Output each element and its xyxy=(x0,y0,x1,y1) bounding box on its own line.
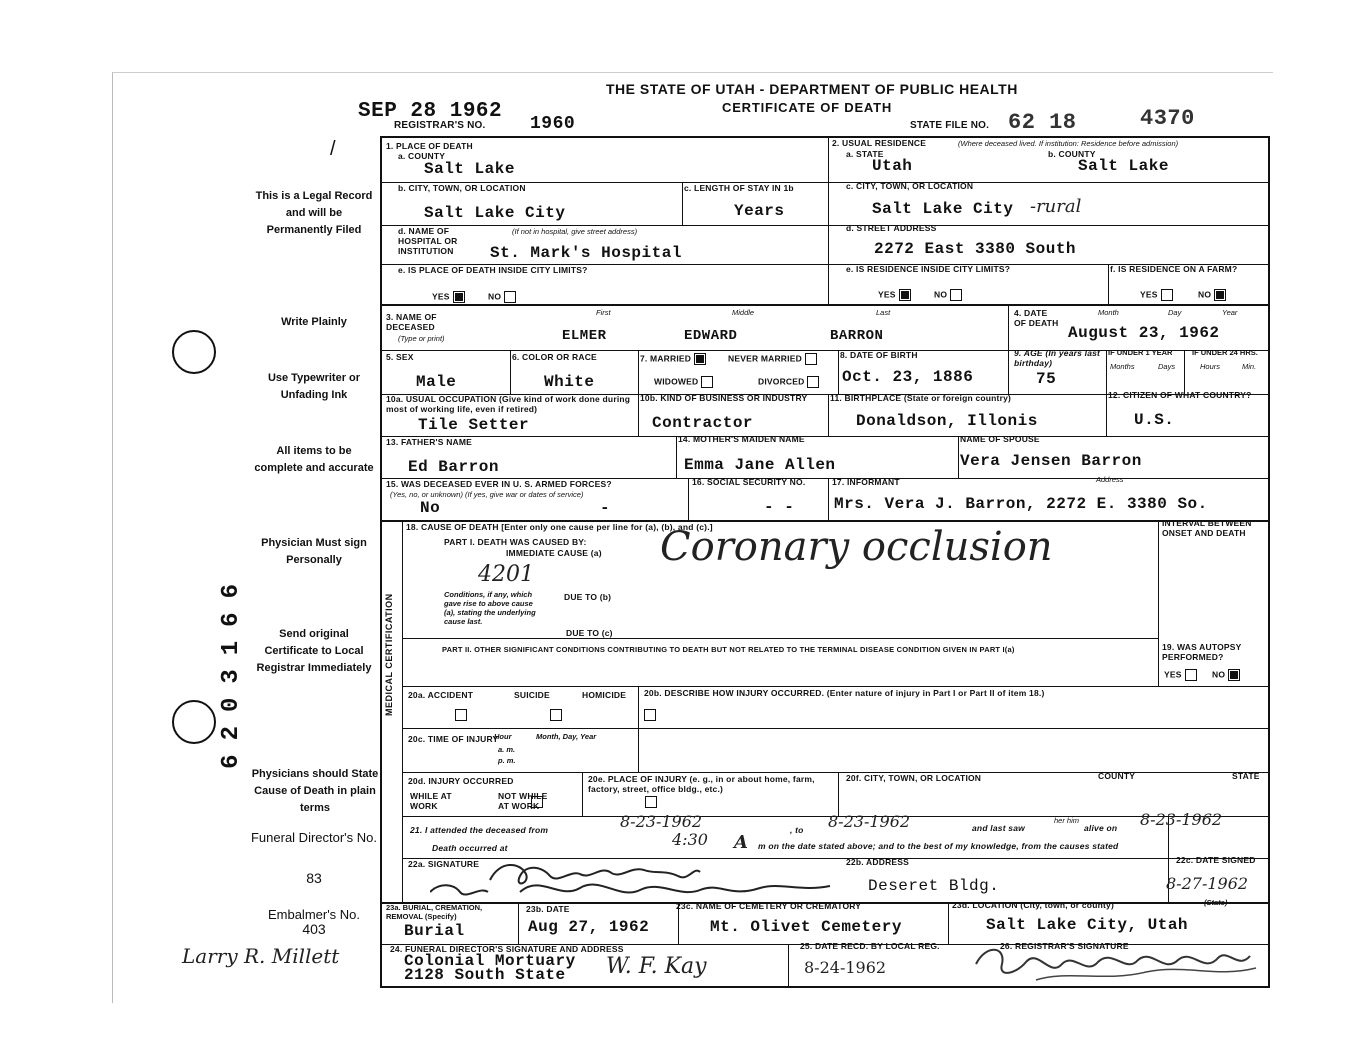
yes-label: YES xyxy=(1164,669,1182,680)
day-label: Day xyxy=(1168,308,1182,317)
farm-no[interactable] xyxy=(1198,289,1226,301)
father-value: Ed Barron xyxy=(408,458,499,476)
attended-to-date: 8-23-1962 xyxy=(828,812,911,831)
sig-address-value: Deseret Bldg. xyxy=(868,877,1000,895)
yes-label: YES xyxy=(878,289,896,300)
autopsy-no[interactable] xyxy=(1212,669,1240,681)
occupation-value: Tile Setter xyxy=(418,416,530,434)
funeral-director-no: 83 xyxy=(306,870,322,886)
alive-on-date: 8-23-1962 xyxy=(1140,810,1223,829)
attended-from-date: 8-23-1962 xyxy=(620,812,703,831)
sex-label: 5. SEX xyxy=(386,352,414,362)
certificate-title: CERTIFICATE OF DEATH xyxy=(722,100,893,115)
due-c-label: DUE TO (c) xyxy=(566,628,613,638)
injury-state-label: STATE xyxy=(1232,771,1260,781)
physician-signature xyxy=(430,852,850,906)
checkbox-no[interactable] xyxy=(950,289,962,301)
immediate-cause-label: IMMEDIATE CAUSE (a) xyxy=(506,548,602,558)
spouse-value: Vera Jensen Barron xyxy=(960,452,1142,470)
days-label: Days xyxy=(1158,362,1176,371)
sidebar-cause: Physicians should State Cause of Death in plain terms xyxy=(251,768,379,814)
last-label: Last xyxy=(876,308,891,317)
widowed-label: WIDOWED xyxy=(654,376,699,387)
farm-label: f. IS RESIDENCE ON A FARM? xyxy=(1110,264,1238,274)
under-1-year-label: IF UNDER 1 YEAR xyxy=(1108,348,1173,357)
death-time: 4:30 xyxy=(672,830,708,849)
armed-forces-dash: - xyxy=(600,499,611,517)
date-recd-value: 8-24-1962 xyxy=(804,958,887,977)
tick-mark: / xyxy=(330,138,336,160)
first-name-value: ELMER xyxy=(562,328,607,344)
month-label: Month xyxy=(1098,308,1119,317)
punch-hole-top xyxy=(172,330,216,374)
hospital-value: St. Mark's Hospital xyxy=(490,244,682,262)
name-deceased-label: 3. NAME OF DECEASED xyxy=(386,312,437,332)
autopsy-label: 19. WAS AUTOPSY PERFORMED? xyxy=(1162,642,1242,662)
location-value: Salt Lake City, Utah xyxy=(986,916,1189,934)
res-city-label: c. CITY, TOWN, OR LOCATION xyxy=(846,181,974,191)
divorced-option[interactable] xyxy=(758,376,819,388)
checkbox-no[interactable] xyxy=(504,291,516,303)
funeral-sig-label: 24. FUNERAL DIRECTOR'S SIGNATURE AND ADDRESS xyxy=(390,944,624,954)
am-mark: A xyxy=(734,832,748,853)
age-label: 9. AGE (In years last birthday) xyxy=(1014,348,1101,368)
burial-date-label: 23b. DATE xyxy=(526,904,570,914)
state-file-no-2: 4370 xyxy=(1140,106,1195,131)
widowed-option[interactable] xyxy=(654,376,713,388)
married-option[interactable] xyxy=(640,353,706,365)
hours-label: Hours xyxy=(1200,362,1221,371)
business-value: Contractor xyxy=(652,414,754,432)
time-injury-label: 20c. TIME OF INJURY xyxy=(408,734,499,744)
last-name-value: BARRON xyxy=(830,328,884,344)
ssn-value: - - xyxy=(764,498,795,516)
conditions-label: Conditions, if any, which gave rise to above cause (a), stating the underlying cause last. xyxy=(444,590,536,626)
city-value: Salt Lake City xyxy=(424,204,566,222)
registrar-no-label: REGISTRAR'S NO. xyxy=(394,120,486,131)
pm-label: p. m. xyxy=(498,756,516,765)
mother-value: Emma Jane Allen xyxy=(684,456,836,474)
embalmer-signature: Larry R. Millett xyxy=(182,944,340,968)
months-label: Months xyxy=(1110,362,1135,371)
never-married-label: NEVER MARRIED xyxy=(728,353,802,364)
middle-name-value: EDWARD xyxy=(684,328,738,344)
embalmer-label: Embalmer's No. xyxy=(267,907,361,922)
cemetery-label: 23c. NAME OF CEMETERY OR CREMATORY xyxy=(676,901,862,911)
not-work-label: NOT WHILE AT WORK xyxy=(498,791,548,811)
city-label: b. CITY, TOWN, OR LOCATION xyxy=(398,183,526,193)
informant-value: Mrs. Vera J. Barron, 2272 E. 3380 So. xyxy=(834,495,1208,513)
no-label: NO xyxy=(1212,669,1226,680)
cause-code: 4201 xyxy=(478,562,534,587)
death-occurred-label: Death occurred at xyxy=(432,843,508,853)
farm-yes[interactable] xyxy=(1140,289,1173,301)
on-date-statement: m on the date stated above; and to the best of my knowledge, from the causes stated xyxy=(758,841,1119,851)
business-label: 10b. KIND OF BUSINESS OR INDUSTRY xyxy=(640,393,808,403)
received-date-stamp: SEP 28 1962 xyxy=(358,100,503,123)
res-inside-no[interactable] xyxy=(934,289,962,301)
armed-forces-note: (Yes, no, or unknown) (If yes, give war or dates of service) xyxy=(390,490,584,499)
date-death-value: August 23, 1962 xyxy=(1068,324,1220,342)
res-state-value: Utah xyxy=(872,157,913,175)
place-of-death-label: 1. PLACE OF DEATH xyxy=(386,141,473,151)
checkbox-married-checked[interactable] xyxy=(694,353,706,365)
birthplace-value: Donaldson, Illonis xyxy=(856,412,1038,430)
checkbox-widowed[interactable] xyxy=(701,376,713,388)
mother-label: 14. MOTHER'S MAIDEN NAME xyxy=(678,434,805,444)
checkbox-homicide[interactable] xyxy=(644,709,656,721)
ssn-label: 16. SOCIAL SECURITY NO. xyxy=(692,477,806,487)
dob-value: Oct. 23, 1886 xyxy=(842,368,974,386)
checkbox-yes[interactable] xyxy=(1161,289,1173,301)
checkbox-suicide[interactable] xyxy=(550,709,562,721)
cemetery-value: Mt. Olivet Cemetery xyxy=(710,918,902,936)
armed-forces-label: 15. WAS DECEASED EVER IN U. S. ARMED FORCES? xyxy=(386,479,612,489)
res-state-label: a. STATE xyxy=(846,149,884,159)
street-value: 2272 East 3380 South xyxy=(874,240,1077,258)
hospital-label: d. NAME OF HOSPITAL OR INSTITUTION xyxy=(398,226,458,256)
res-city-value: Salt Lake City xyxy=(872,200,1014,218)
injury-occurred-label: 20d. INJURY OCCURRED xyxy=(408,776,514,786)
inside-city-no[interactable] xyxy=(488,291,516,303)
date-recd-label: 25. DATE RECD. BY LOCAL REG. xyxy=(800,941,940,951)
interval-label: INTERVAL BETWEEN ONSET AND DEATH xyxy=(1162,518,1252,538)
res-city-handwritten: -rural xyxy=(1030,196,1082,217)
sidebar-write-plainly: Write Plainly xyxy=(281,316,347,328)
under-24-hrs-label: IF UNDER 24 HRS. xyxy=(1192,348,1258,357)
dob-label: 8. DATE OF BIRTH xyxy=(840,350,918,360)
funeral-director-label: Funeral Director's No. xyxy=(250,830,378,845)
while-work-label: WHILE AT WORK xyxy=(410,791,452,811)
last-saw-label: and last saw xyxy=(972,823,1025,833)
describe-injury-label: 20b. DESCRIBE HOW INJURY OCCURRED. (Enter nature of injury in Part I or Part II of item 18.) xyxy=(644,688,1045,698)
state-file-label: STATE FILE NO. xyxy=(910,120,990,131)
location-state-label: (State) xyxy=(1204,898,1228,907)
funeral-home-name: Colonial Mortuary xyxy=(404,952,576,970)
due-b-label: DUE TO (b) xyxy=(564,592,612,602)
first-label: First xyxy=(596,308,611,317)
registrar-no: 1960 xyxy=(530,114,576,134)
no-label: NO xyxy=(488,291,502,302)
medical-certification-label: MEDICAL CERTIFICATION xyxy=(384,593,394,717)
attended-label xyxy=(410,825,548,835)
registrar-signature xyxy=(966,934,1266,986)
to-label: , to xyxy=(790,825,804,835)
hour-label: Hour xyxy=(494,732,512,741)
armed-forces-value: No xyxy=(420,499,441,517)
informant-label: 17. INFORMANT xyxy=(832,477,900,487)
checkbox-no-checked[interactable] xyxy=(1228,669,1240,681)
inside-city-label: e. IS PLACE OF DEATH INSIDE CITY LIMITS? xyxy=(398,265,588,275)
citizen-value: U.S. xyxy=(1134,411,1175,429)
length-stay-value: Years xyxy=(734,202,785,220)
length-stay-label: c. LENGTH OF STAY IN 1b xyxy=(684,183,794,193)
middle-label: Middle xyxy=(732,308,755,317)
race-label: 6. COLOR OR RACE xyxy=(512,352,597,362)
checkbox-divorced[interactable] xyxy=(807,376,819,388)
age-value: 75 xyxy=(1036,370,1057,388)
cause-death-label: 18. CAUSE OF DEATH [Enter only one cause per line for (a), (b), and (c).] xyxy=(406,522,713,532)
hospital-note: (If not in hospital, give street address) xyxy=(512,227,638,236)
injury-county-label: COUNTY xyxy=(1098,771,1136,781)
married-label: 7. MARRIED xyxy=(640,353,692,364)
sidebar-physician: Physician Must sign Personally xyxy=(261,537,367,566)
part2-label: PART II. OTHER SIGNIFICANT CONDITIONS CONTRIBUTING TO DEATH BUT NOT RELATED TO THE TERMINAL DISEASE CONDITION GIVEN IN PART I(a) xyxy=(442,645,1015,654)
res-county-label: b. COUNTY xyxy=(1048,149,1096,159)
sex-value: Male xyxy=(416,373,457,391)
punch-hole-bottom xyxy=(172,700,216,744)
checkbox-accident[interactable] xyxy=(455,709,467,721)
sidebar-complete: All items to be complete and accurate xyxy=(254,445,374,474)
checkbox-yes-checked[interactable] xyxy=(899,289,911,301)
part1-label: PART I. DEATH WAS CAUSED BY: xyxy=(444,537,587,547)
res-inside-label: e. IS RESIDENCE INSIDE CITY LIMITS? xyxy=(846,264,1011,274)
father-label: 13. FATHER'S NAME xyxy=(386,437,473,447)
checkbox-yes[interactable] xyxy=(1185,669,1197,681)
funeral-home-address: 2128 South State xyxy=(404,966,566,984)
date-death-label: 4. DATE OF DEATH xyxy=(1014,308,1059,328)
autopsy-yes[interactable] xyxy=(1164,669,1197,681)
homicide-label: HOMICIDE xyxy=(582,690,627,700)
accident-label: 20a. ACCIDENT xyxy=(408,690,474,700)
embalmer-no: 403 xyxy=(302,921,326,937)
spouse-label: NAME OF SPOUSE xyxy=(960,434,1040,444)
yes-label: YES xyxy=(432,291,450,302)
sig-address-label: 22b. ADDRESS xyxy=(846,857,910,867)
divorced-label: DIVORCED xyxy=(758,376,805,387)
county-value: Salt Lake xyxy=(424,160,515,178)
burial-date-value: Aug 27, 1962 xyxy=(528,918,650,936)
sidebar-typewriter: Use Typewriter or Unfading Ink xyxy=(267,372,361,401)
state-department-heading: THE STATE OF UTAH - DEPARTMENT OF PUBLIC HEALTH xyxy=(606,81,1018,97)
no-label: NO xyxy=(934,289,948,300)
res-inside-yes[interactable] xyxy=(878,289,911,301)
min-label: Min. xyxy=(1242,362,1257,371)
no-label: NO xyxy=(1198,289,1212,300)
funeral-director-signature: W. F. Kay xyxy=(606,954,707,979)
type-print-note: (Type or print) xyxy=(398,334,445,343)
state-file-no: 62 18 xyxy=(1008,110,1077,135)
citizen-label: 12. CITIZEN OF WHAT COUNTRY? xyxy=(1108,390,1252,400)
date-signed-value: 8-27-1962 xyxy=(1166,874,1249,893)
address-label: Address xyxy=(1096,475,1124,484)
injury-city-label: 20f. CITY, TOWN, OR LOCATION xyxy=(846,773,982,783)
usual-residence-label: 2. USUAL RESIDENCE xyxy=(832,138,927,148)
county-label: a. COUNTY xyxy=(398,151,446,161)
vertical-certificate-number: 6203166 xyxy=(218,570,245,769)
sidebar-legal-record: This is a Legal Record and will be Permanently Filed xyxy=(255,190,373,236)
place-injury-label: 20e. PLACE OF INJURY (e. g., in or about home, farm, factory, street, office bldg., etc.) xyxy=(588,774,815,794)
race-value: White xyxy=(544,373,595,391)
burial-value: Burial xyxy=(404,922,465,940)
never-married-option[interactable] xyxy=(728,353,817,365)
attended-text: 21. I attended the deceased from xyxy=(410,825,549,835)
occupation-label: 10a. USUAL OCCUPATION (Give kind of work done during most of working life, even if retired) xyxy=(386,394,631,414)
yes-label: YES xyxy=(1140,289,1158,300)
suicide-label: SUICIDE xyxy=(514,690,550,700)
signature-label: 22a. SIGNATURE xyxy=(408,859,480,869)
burial-label: 23a. BURIAL, CREMATION, REMOVAL (Specify) xyxy=(386,903,483,921)
year-label: Year xyxy=(1222,308,1238,317)
cause-handwritten: Coronary occlusion xyxy=(660,524,1053,570)
mdy-label: Month, Day, Year xyxy=(536,732,597,741)
usual-residence-note: (Where deceased lived. If institution: Residence before admission) xyxy=(958,139,1179,148)
am-label: a. m. xyxy=(498,745,516,754)
birthplace-label: 11. BIRTHPLACE (State or foreign country) xyxy=(830,393,1012,403)
street-label: d. STREET ADDRESS xyxy=(846,223,937,233)
checkbox-no-checked[interactable] xyxy=(1214,289,1226,301)
inside-city-yes[interactable] xyxy=(432,291,465,303)
checkbox-yes-checked[interactable] xyxy=(453,291,465,303)
sidebar-send-original: Send original Certificate to Local Registrar Immediately xyxy=(256,628,372,674)
res-county-value: Salt Lake xyxy=(1078,157,1169,175)
registrar-sig-label: 26. REGISTRAR'S SIGNATURE xyxy=(1000,941,1129,951)
checkbox-not-while-at-work[interactable] xyxy=(645,796,657,808)
date-signed-label: 22c. DATE SIGNED xyxy=(1176,855,1256,865)
location-label: 23d. LOCATION (City, town, or county) xyxy=(952,900,1114,910)
her-him-label: her him xyxy=(1054,816,1080,825)
checkbox-never-married[interactable] xyxy=(805,353,817,365)
alive-on-label: alive on xyxy=(1084,823,1118,833)
